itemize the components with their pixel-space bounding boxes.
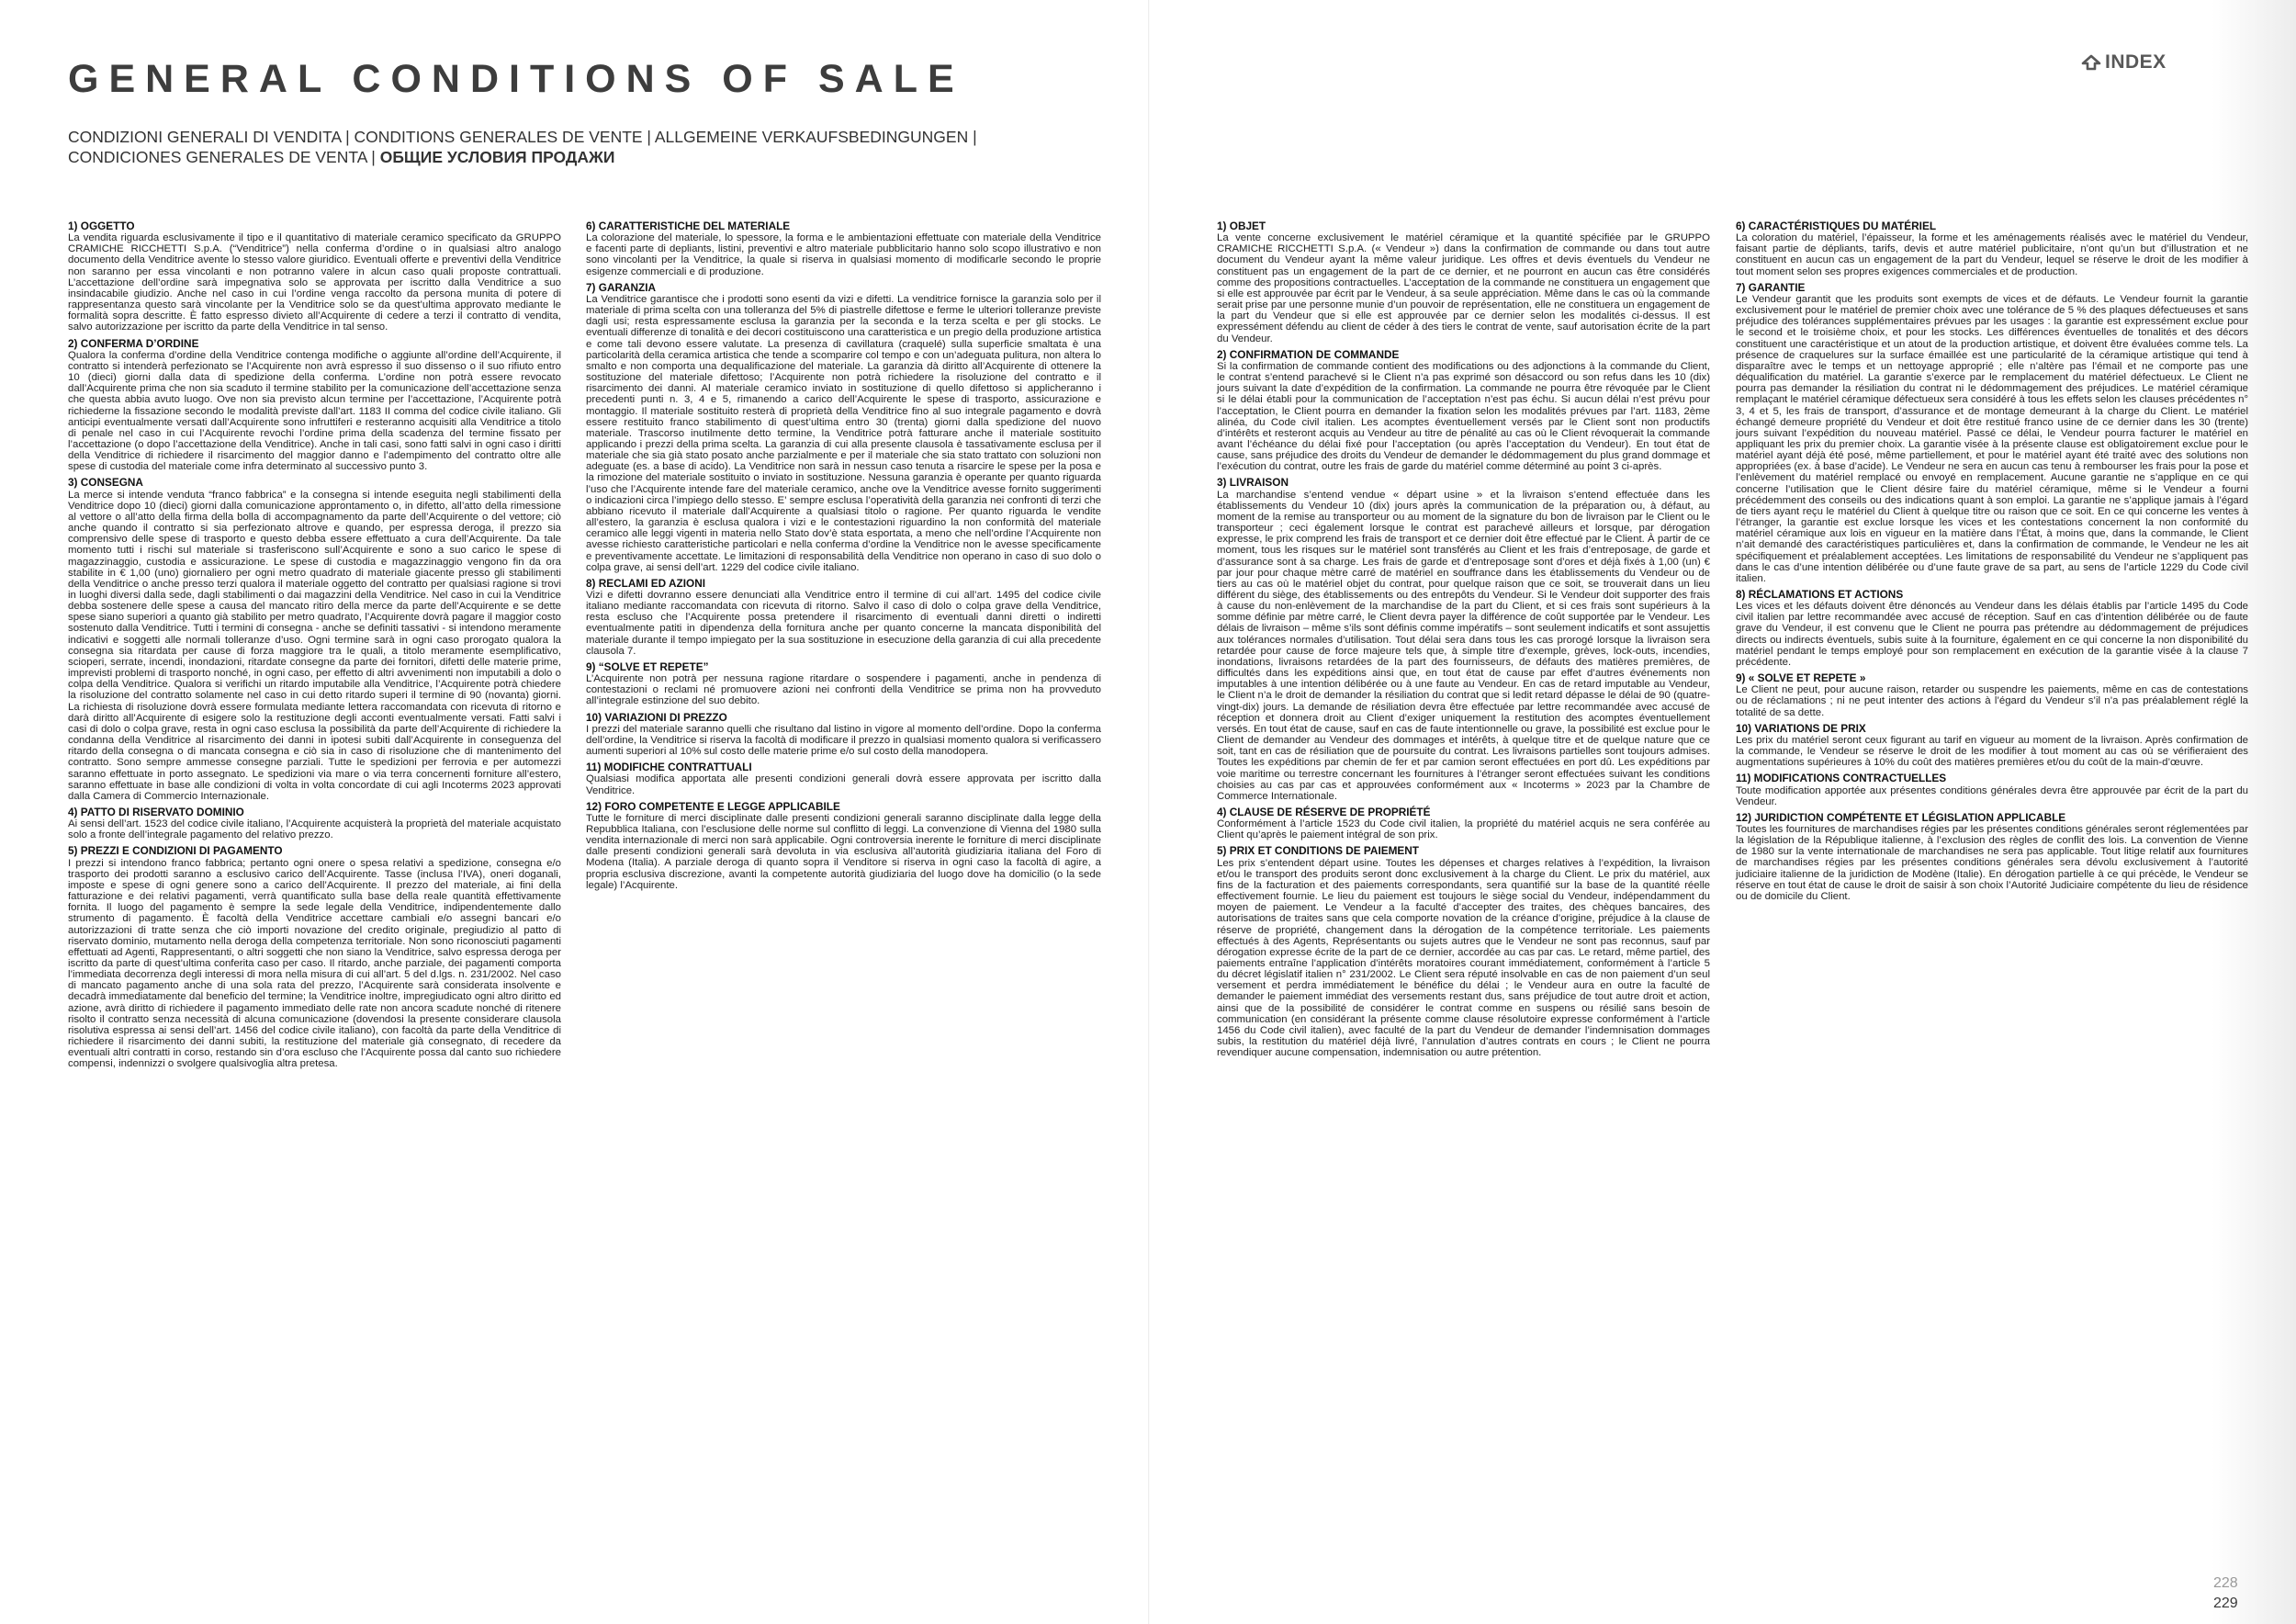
clause-section bbox=[586, 712, 1101, 758]
clause-heading: 2) CONFERMA D’ORDINE bbox=[68, 336, 199, 350]
index-link[interactable] bbox=[2081, 51, 2167, 73]
clause-text: Qualora la conferma d’ordine della Venditrice contenga modifiche o aggiunte all’ordine dell’Acquirente, il contratto si intenderà perfezionato se l’Acquirente non avrà espresso il suo dissenso o il suo rifiuto entro 10 (dieci) giorni dalla data di spedizione della conferma. L’ordine non potrà essere revocato dall’Acquirente prima che non sia scaduto il termine stabilito per la comunicazione dell’accettazione senza che questa abbia avuto luogo. Ove non sia previsto alcun termine per l’accettazione, l’Acquirente potrà richiederne la fissazione secondo le modalità previste dall’art. 1183 II comma del codice civile italiano. Gli anticipi eventualmente versati dall’Acquirente sono infruttiferi e resteranno acquisiti alla Venditrice a titolo di penale nel caso in cui l’Acquirente revochi l’ordine prima della scadenza del termine fissato per l’accettazione (o dopo l’accettazione della Venditrice). Anche in tali casi, sono fatti salvi in ogni caso i diritti della Venditrice di richiedere il risarcimento del maggior danno e l’adempimento del contratto oltre alle spese di custodia del materiale come infra determinato al successivo punto 3. bbox=[68, 349, 561, 473]
clause-text: La vendita riguarda esclusivamente il tipo e il quantitativo di materiale ceramico specificato da GRUPPO CRAMICHE RICCHETTI S.p.A. (“Venditrice”) nella conferma d’ordine o in qualsiasi altro analogo documento della Venditrice avente lo stesso valore giuridico. Eventuali offerte e preventivi della Venditrice non saranno per essa vincolanti e non potranno valere in alcun caso quali proposte contrattuali. L’accettazione dell’ordine sarà impegnativa solo se approvata per iscritto dalla Venditrice a suo insindacabile giudizio. Anche nel caso in cui l’ordine venga raccolto da persona munita di potere di rappresentanza questo sarà vincolante per la Venditrice solo se da quest’ultima approvato mediante le formalità sopra descritte. È fatto espresso divieto all’Acquirente di cedere a terzi il contratto di vendita, salvo autorizzazione per iscritto da parte della Venditrice in tal senso. bbox=[68, 232, 561, 333]
clause-section bbox=[586, 282, 1101, 573]
clause-heading: 8) RECLAMI ED AZIONI bbox=[586, 576, 705, 590]
page-spine bbox=[1148, 0, 1150, 1624]
clause-heading: 3) CONSEGNA bbox=[68, 476, 143, 490]
clause-section bbox=[1217, 349, 1710, 473]
clause-section bbox=[1217, 845, 1710, 1058]
clause-section bbox=[1736, 773, 2248, 806]
clause-text: L’Acquirente non potrà per nessuna ragione ritardare o sospendere i pagamenti, anche in pendenza di contestazioni o reclami né promuovere azioni nei confronti della Venditrice se prima non ha provveduto all’integrale estinzione del suo debito. bbox=[586, 673, 1101, 707]
clause-section bbox=[586, 661, 1101, 707]
clause-heading: 1) OGGETTO bbox=[68, 220, 135, 232]
clause-heading: 2) CONFIRMATION DE COMMANDE bbox=[1217, 347, 1400, 361]
italian-column-2 bbox=[586, 220, 1101, 896]
clause-text: Toute modification apportée aux présentes conditions générales devra être approuvée par écrit de la part du Vendeur. bbox=[1736, 784, 2248, 807]
clause-section bbox=[586, 761, 1101, 795]
subtitle-russian: ОБЩИЕ УСЛОВИЯ ПРОДАЖИ bbox=[379, 148, 615, 166]
clause-heading: 12) JURIDICTION COMPÉTENTE ET LÉGISLATION APPLICABLE bbox=[1736, 810, 2066, 824]
clause-text: Le Client ne peut, pour aucune raison, retarder ou suspendre les paiements, même en cas de contestations ou de réclamations ; ni ne peut intenter des actions à l’égard du Vendeur s’il n’a pas préalablement réglé la totalité de sa dette. bbox=[1736, 684, 2248, 718]
clause-section bbox=[68, 338, 561, 473]
clause-text: La marchandise s’entend vendue « départ usine » et la livraison s’entend effectuée dans les établissements du Vendeur 10 (dix) jours après la communication de la préparation ou, à défaut, au moment de la remise au transporteur ou au moment de la signature du bon de livraison par le Client ou le transporteur ; ceci également lorsque le contrat est parachevé ailleurs et lorsque, par dérogation expresse, le prix comprend les frais de transport et ce dernier doit être effectué par le Client. À partir de ce moment, tous les risques sur le matériel sont transférés au Client et les frais d’entreposage, de garde et d’assurance sont à sa charge. Les frais de garde et d’entreposage sont d’ores et déjà fixés à 1,00 (un) € par jour pour chaque mètre carré de matériel en souffrance dans les établissements du Vendeur ou de tiers au cas où le matériel objet du contrat, pour quelque raison que ce soit, se trouverait dans un lieu différent du siège, des établissements ou des entrepôts du Vendeur. Si le Vendeur doit supporter des frais à cause du non-enlèvement de la marchandise de la part du Client, et si ces frais sont supérieurs à la somme définie par mètre carré, le Client devra payer la différence de coût supportée par le Vendeur. Les délais de livraison – même s’ils sont définis comme impératifs – sont seulement indicatifs et sont assujettis aux tolérances normales d’utilisation. Tout délai sera dans tous les cas prorogé lorsque la livraison sera retardée pour cause de force majeure tels que, à simple titre d’exemple, grèves, lock-outs, incendies, inondations, livraisons retardées de la part des fournisseurs, de défauts des matières premières, de difficultés dans les expéditions ainsi que, en tout état de cause par effet d’autres événements non imputables à une intention délibérée ou à une faute au Vendeur. En cas de retard imputable au Vendeur, le Client n’a le droit de demander la résiliation du contrat que si ledit retard dépasse le délai de 90 (quatre-vingt-dix) jours. La demande de résiliation devra être effectuée par lettre recommandée avec accusé de réception et donnera droit au Client d’exiger uniquement la restitution des acomptes éventuellement versés. En tout état de cause, sauf en cas de faute intentionnelle ou grave, la possibilité est exclue pour le Client de demander au Vendeur des dommages et intérêts, à quelque titre et de quelque nature que ce soit, tant en cas de résiliation que de poursuite du contrat. Les livraisons partielles sont toujours admises. Toutes les expéditions par chemin de fer et par camion seront effectuées en port dû. Les expéditions par voie maritime ou terrestre concernant les fournitures à l’étranger seront effectuées suivant les conditions choisies au cas par cas et approuvées conformément aux « Incoterms » 2023 par la Chambre de Commerce Internationale. bbox=[1217, 489, 1710, 802]
italian-column-1 bbox=[68, 220, 561, 1075]
clause-text: Si la confirmation de commande contient des modifications ou des adjonctions à la commande du Client, le contrat s’entend parachevé si le Client n’a pas exprimé son désaccord ou son refus dans les 10 (dix) jours suivant la date d’expédition de la confirmation. La commande ne pourra être révoquée par le Client si le délai établi pour la communication de l’acceptation n’est pas échu. Si aucun délai n’est prévu pour l’acceptation, le Client pourra en demander la fixation selon les modalités prévues par l’art. 1183, 2ème alinéa, du Code civil italien. Les acomptes éventuellement versés par le Client sont non productifs d’intérêts et resteront acquis au Vendeur au titre de pénalité au cas où le Client révoquerait la commande avant l’échéance du délai fixé pour l’acceptation (ou après l’acceptation du Vendeur). En tout état de cause, sans préjudice des droits du Vendeur de demander le dédommagement du plus grand dommage et l’exécution du contrat, outre les frais de garde du matériel comme déterminé au point 3 ci-après. bbox=[1217, 360, 1710, 473]
clause-section bbox=[68, 220, 561, 333]
clause-heading: 10) VARIAZIONI DI PREZZO bbox=[586, 710, 727, 724]
clause-section bbox=[1736, 282, 2248, 584]
index-label: INDEX bbox=[2105, 51, 2167, 73]
clause-section bbox=[586, 801, 1101, 891]
clause-section bbox=[586, 578, 1101, 657]
french-column-2 bbox=[1736, 220, 2248, 907]
clause-heading: 4) PATTO DI RISERVATO DOMINIO bbox=[68, 805, 244, 818]
clause-section bbox=[586, 220, 1101, 277]
page-subtitle bbox=[68, 127, 1078, 167]
clause-section bbox=[1217, 806, 1710, 840]
clause-text: Toutes les fournitures de marchandises régies par les présentes conditions générales seront réglementées par la législation de la République italienne, à l’exclusion des règles de conflit des lois. La convention de Vienne de 1980 sur la vente internationale de marchandises ne sera pas applicable. Tout litige relatif aux fournitures de marchandises régies par les présentes conditions générales sera dévolu exclusivement à l’autorité judiciaire italienne de la juridiction de Modène (Italie). En dérogation partielle à ce qui précède, le Vendeur se réserve en tout état de cause le droit de saisir à son choix l’Autorité Judiciaire compétente du lieu de résidence ou de domicile du Client. bbox=[1736, 823, 2248, 902]
page-number-left: 228 bbox=[2213, 1575, 2238, 1591]
clause-text: Ai sensi dell’art. 1523 del codice civile italiano, l’Acquirente acquisterà la proprietà del materiale acquistato solo a fronte dell’integrale pagamento del relativo prezzo. bbox=[68, 818, 561, 841]
clause-section bbox=[1736, 672, 2248, 718]
clause-section bbox=[68, 806, 561, 840]
clause-section bbox=[1217, 477, 1710, 802]
subtitle-line-2 bbox=[68, 147, 1078, 167]
clause-section bbox=[1736, 812, 2248, 902]
clause-heading: 7) GARANTIE bbox=[1736, 280, 1806, 294]
clause-text: Les prix s’entendent départ usine. Toutes les dépenses et charges relatives à l’expédition, la livraison et/ou le transport des produits seront donc exclusivement à la charge du Client. Le prix du matériel, aux fins de la facturation et des paiements correspondants, sera quantifié sur la base de la quantité réelle effectivement fournie. Le lieu du paiement est toujours le siège social du Vendeur, indépendamment du moyen de paiement. Le Vendeur a la faculté d’accepter des traites, des chèques bancaires, des autorisations de traites sans que cela comporte novation de la créance d’origine, préjudice à la clause de réserve de propriété, changement dans la dérogation de la compétence territoriale. Les paiements effectués à des Agents, Représentants ou sujets autres que le Vendeur ne sont pas reconnus, sauf par dérogation expresse écrite de la part de ce dernier, accordée au cas par cas. Le retard, même partiel, des paiements entraîne l’application d’intérêts moratoires courant immédiatement, conformément à l’article 5 du décret législatif italien n° 231/2002. Le Client sera réputé insolvable en cas de non paiement d’un seul versement et perdra immédiatement le bénéfice du délai ; le Vendeur aura en outre la faculté de demander le paiement immédiat des versements restant dus, sans préjudice de tout autre droit et action, ainsi que de la possibilité de considérer le contrat comme en suspens ou résilié sans besoin de communication (en considérant la présente comme clause résolutoire expresse conformément à l’article 1456 du Code civil italien), avec faculté de la part du Vendeur de demander l’indemnisation dommages subis, la restitution du matériel déjà livré, l’annulation d’autres contrats en cours ; le Client ne pourra revendiquer aucune compensation, indemnisation ou autre prétention. bbox=[1217, 857, 1710, 1059]
clause-text: Les prix du matériel seront ceux figurant au tarif en vigueur au moment de la livraison. Après confirmation de la commande, le Vendeur se réserve le droit de les modifier à tout moment au cas où se vérifieraient des augmentations supérieures à 10% du coût des matières premières et/ou du coût de la main-d’œuvre. bbox=[1736, 734, 2248, 769]
clause-section bbox=[1217, 220, 1710, 344]
clause-text: Conformément à l’article 1523 du Code civil italien, la propriété du matériel acquis ne sera conférée au Client qu’après le paiement intégral de son prix. bbox=[1217, 818, 1710, 841]
clause-text: La Venditrice garantisce che i prodotti sono esenti da vizi e difetti. La venditrice fornisce la garanzia solo per il materiale di prima scelta con una tolleranza del 5% di piastrelle difettose e ferme le ulteriori tolleranze previste dagli usi; resta espressamente esclusa la garanzia per la seconda e la terza scelta e per gli stocks. Le eventuali differenze di tonalità e dei decori costituiscono una caratteristica e un pregio della produzione artistica e come tali devono essere valutate. La presenza di cavillatura (craquelé) sulla superficie smaltata è una particolarità della ceramica artistica che tende a scomparire col tempo e con un’adeguata pulitura, non altera lo smalto e non comporta una dequalificazione del materiale. La garanzia dà diritto all’Acquirente di ottenere la sostituzione del materiale difettoso; l’Acquirente non potrà richiedere la risoluzione del contratto e il risarcimento dei danni. Al materiale ceramico inviato in sostituzione di quello difettoso si applicheranno i precedenti punti n. 3, 4 e 5, rimanendo a carico dell’Acquirente le spese di trasporto, assicurazione e montaggio. Il materiale sostituito resterà di proprietà della Venditrice fino al suo integrale pagamento e dovrà essere restituito franco stabilimento di quest’ultima entro 30 (trenta) giorni dalla spedizione del nuovo materiale. Trascorso inutilmente detto termine, la Venditrice potrà fatturare anche il materiale sostituito applicando i prezzi della prima scelta. La garanzia di cui alla presente clausola è tassativamente esclusa per il materiale che sia già stato posato anche parzialmente e per il materiale che sia stato trattato con soluzioni non adeguate (es. a base di acido). La Venditrice non sarà in nessun caso tenuta a risarcire le spese per la posa e la rimozione del materiale sostituito o inviato in sostituzione. Nessuna garanzia è operante per quanto riguarda l’uso che l’Acquirente intende fare del materiale ceramico, anche ove la Venditrice avesse fornito suggerimenti o indicazioni circa l’impiego dello stesso. E’ sempre esclusa l’operatività della garanzia nei confronti di terzi che abbiano ricevuto il materiale dall’Acquirente a qualsiasi titolo o ragione. Per quanto riguarda le vendite all’estero, la garanzia è esclusa qualora i vizi e le contestazioni riguardino la non conformità del materiale ceramico alle leggi vigenti in materia nello Stato dov’è stata esportata, a meno che nell’ordine l’Acquirente non avesse richiesto caratteristiche particolari e nella conferma d’ordine la Venditrice non le avesse specificamente e preventivamente accettate. Le limitazioni di responsabilità della Venditrice non operano in caso di suo dolo o colpa grave, ai sensi dell’art. 1229 del codice civile italiano. bbox=[586, 293, 1101, 573]
clause-text: I prezzi si intendono franco fabbrica; pertanto ogni onere o spesa relativi a spedizione, consegna e/o trasporto dei prodotti saranno a esclusivo carico dell’Acquirente. Tasse (inclusa l’IVA), oneri doganali, imposte e spese di ogni genere sono a carico dell’Acquirente. Il prezzo del materiale, ai fini della fatturazione e dei relativi pagamenti, verrà quantificato sulla base della reale quantità effettivamente fornita. Il luogo del pagamento è sempre la sede legale della Venditrice, indipendentemente dallo strumento di pagamento. È facoltà della Venditrice accettare cambiali e/o assegni bancari e/o autorizzazioni di tratte senza che ciò importi novazione del credito originale, pregiudizio al patto di riservato dominio, mutamento nella deroga della competenza territoriale. Non sono riconosciuti pagamenti effettuati ad Agenti, Rappresentanti, o altri soggetti che non siano la Venditrice, salvo espressa deroga per iscritto da parte di quest’ultima conferita caso per caso. Il ritardo, anche parziale, dei pagamenti comporta l’immediata decorrenza degli interessi di mora nella misura di cui all’art. 5 del d.lgs. n. 231/2002. Nel caso di mancato pagamento anche di una sola rata del prezzo, l’Acquirente sarà considerata insolvente e decadrà immediatamente dal beneficio del termine; la Venditrice inoltre, impregiudicato ogni altro diritto ed azione, avrà diritto di richiedere il pagamento immediato delle rate non ancora scadute nonché di ritenere risolto il contratto senza necessità di alcuna comunicazione (dovendosi la presente considerare clausola risolutiva espressa ai sensi dell’art. 1456 del codice civile italiano), con facoltà da parte della Venditrice di richiedere il risarcimento dei danni subiti, la restituzione del materiale già consegnato, di recedere da eventuali altri contratti in corso, restando sin d’ora escluso che l’Acquirente possa dal canto suo richiedere compensi, indennizzi o svolgere qualsivoglia altra pretesa. bbox=[68, 857, 561, 1070]
clause-heading: 1) OBJET bbox=[1217, 220, 1266, 232]
clause-text: Les vices et les défauts doivent être dénoncés au Vendeur dans les délais établis par l’article 1495 du Code civil italien par lettre recommandée avec accusé de réception. Sauf en cas d’intention délibérée ou de faute grave du Vendeur, il est convenu que le Client ne pourra pas prétendre au dédommagement de préjudices directs ou indirects éventuels, subis suite à la fourniture, également en ce qui concerne la non disponibilité du matériel pendant le temps employé pour son remplacement en exécution de la garantie visée à la clause 7 précédente. bbox=[1736, 601, 2248, 668]
clause-heading: 9) « SOLVE ET REPETE » bbox=[1736, 671, 1866, 685]
clause-heading: 6) CARACTÉRISTIQUES DU MATÉRIEL bbox=[1736, 220, 1937, 232]
clause-section bbox=[68, 845, 561, 1069]
clause-text: La colorazione del materiale, lo spessore, la forma e le ambientazioni effettuate con materiale della Venditrice e facenti parte di depliants, listini, preventivi e altro materiale pubblicitario hanno solo scopo illustrativo e non sono vincolanti per la Venditrice, la quale si riserva in qualsiasi momento di modificarle secondo le proprie esigenze commerciali e di produzione. bbox=[586, 232, 1101, 277]
page-number-right: 229 bbox=[2213, 1596, 2238, 1611]
clause-heading: 3) LIVRAISON bbox=[1217, 476, 1289, 490]
clause-heading: 5) PREZZI E CONDIZIONI DI PAGAMENTO bbox=[68, 844, 283, 858]
clause-text: Le Vendeur garantit que les produits sont exempts de vices et de défauts. Le Vendeur fournit la garantie exclusivement pour le matériel de premier choix avec une tolérance de 5 % des plaques défectueuses et sans préjudice des tolérances supplémentaires prévues par les usages : la garantie est expressément exclue pour le second et le troisième choix, et pour les stocks. Les différences éventuelles de tonalités et des décors constituent une caractéristique et un atout de la production artistique, et doivent être évaluées comme tels. La présence de craquelures sur la surface émaillée est une particularité de la céramique artistique qui tend à disparaître avec le temps et un nettoyage approprié ; elle n’altère pas l’émail et ne comporte pas une déqualification du matériel. La garantie s’exerce par le remplacement du matériel défectueux. Le Client ne pourra pas demander la résiliation du contrat ni le dédommagement des préjudices. Le matériel céramique remplaçant le matériel céramique défectueux sera considéré à tous les effets selon les clauses précédentes n° 3, 4 et 5, les frais de transport, d’assurance et de montage demeurant à la charge du Client. Le matériel échangé demeure propriété du Vendeur et doit être restitué franco usine de ce dernier dans les 30 (trente) jours suivant l’expédition du nouveau matériel. Passé ce délai, le Vendeur pourra facturer le matériel en appliquant les prix du premier choix. La garantie visée à la présente clause est obligatoirement exclue pour le matériel ayant déjà été posé, même partiellement, et pour le matériel ayant été traité avec des solutions non appropriées (ex. à base d’acide). Le Vendeur ne sera en aucun cas tenu à rembourser les frais pour la pose et l’enlèvement du matériel remplacé ou envoyé en remplacement. Aucune garantie ne s’applique en ce qui concerne l’utilisation que le Client désire faire du matériel céramique, même si le Vendeur a fourni précédemment des conseils ou des indications quant à son emploi. La garantie ne s’applique jamais à l’égard de tiers ayant reçu le matériel du Client à quelque titre ou raison que ce soit. En ce qui concerne les ventes à l’étranger, la garantie est exclue lorsque les vices et les contestations concernent la non conformité du matériel céramique aux lois en vigueur en la matière dans l’État, à moins que, dans la commande, le Client n’ait demandé des caractéristiques particulières et, dans la confirmation de commande, le Vendeur ne les ait spécifiquement et préalablement acceptées. Les limitations de responsabilité du Vendeur ne s’appliquent pas dans le cas d’une intention délibérée ou d’une faute grave de sa part, au sens de l’article 1229 du Code civil italien. bbox=[1736, 293, 2248, 584]
subtitle-line-1: CONDIZIONI GENERALI DI VENDITA | CONDITIONS GENERALES DE VENTE | ALLGEMEINE VERKAUFSBEDINGUNGEN | bbox=[68, 128, 977, 146]
clause-heading: 9) “SOLVE ET REPETE” bbox=[586, 660, 709, 673]
up-arrow-icon bbox=[2081, 53, 2101, 72]
clause-section bbox=[68, 477, 561, 802]
clause-text: Qualsiasi modifica apportata alle presenti condizioni generali dovrà essere approvata per iscritto dalla Venditrice. bbox=[586, 773, 1101, 796]
clause-heading: 12) FORO COMPETENTE E LEGGE APPLICABILE bbox=[586, 799, 840, 813]
clause-text: La merce si intende venduta “franco fabbrica” e la consegna si intende eseguita negli stabilimenti della Venditrice dopo 10 (dieci) giorni dalla comunicazione approntamento o, in difetto, all’atto della rimessione al vettore o all’atto della firma della bolla di accompagnamento da parte dell’Acquirente o del vettore; ciò anche quando il contratto si sia perfezionato altrove e quando, per espressa deroga, il prezzo sia comprensivo delle spese di trasporto e questo debba essere effettuato a cura dell’Acquirente. Da tale momento tutti i rischi sul materiale si trasferiscono sull’Acquirente e sono a suo carico le spese di magazzinaggio, custodia e assicurazione. Le spese di custodia e magazzinaggio vengono fin da ora stabilite in € 1,00 (uno) giornaliero per ogni metro quadrato di materiale giacente presso gli stabilimenti della Venditrice o anche presso terzi qualora il materiale oggetto del contratto per qualsiasi ragione si trovi in luoghi diversi dalla sede, dagli stabilimenti o dai magazzini della Venditrice. Nel caso in cui la Venditrice debba sostenere delle spese a causa del mancato ritiro della merce da parte dell’Acquirente e se dette spese siano superiori a quanto già stabilito per metro quadrato, l’Acquirente dovrà pagare il maggior costo sostenuto dalla Venditrice. Tutti i termini di consegna - anche se definiti tassativi - si intendono meramente indicativi e soggetti alle normali tolleranze d’uso. Ogni termine sarà in ogni caso prorogato qualora la consegna sia ritardata per cause di forza maggiore tra le quali, a titolo meramente esemplificativo, scioperi, serrate, incendi, inondazioni, ritardate consegne da parte dei fornitori, difetti delle materie prime, imprevisti problemi di trasporto nonché, in ogni caso, per effetto di altri avvenimenti non imputabili a dolo o colpa della Venditrice. Qualora si verifichi un ritardo imputabile alla Venditrice, l’Acquirente potrà chiedere la risoluzione del contratto solamente nel caso in cui detto ritardo superi il termine di 90 (novanta) giorni. La richiesta di risoluzione dovrà essere formulata mediante lettera raccomandata con ricevuta di ritorno e darà diritto all’Acquirente di esigere solo la restituzione degli acconti eventualmente versati. Fatti salvi i casi di dolo o colpa grave, resta in ogni caso esclusa la possibilità da parte dell’Acquirente di richiedere la condanna della Venditrice al risarcimento dei danni in ipotesi subiti dall’Acquirente in conseguenza del ritardo della consegna o di mancata consegna e ciò sia in caso di risoluzione che di mantenimento del contratto. Sono sempre ammesse consegne parziali. Tutte le spedizioni per ferrovia e per automezzi saranno effettuate in porto assegnato. Le spedizioni via mare o via terra concernenti forniture all’estero, saranno effettuate in base alle condizioni di volta in volta concordate di cui agli Incoterms 2023 approvati dalla Camera di Commercio Internazionale. bbox=[68, 489, 561, 802]
subtitle-spanish: CONDICIONES GENERALES DE VENTA | bbox=[68, 148, 380, 166]
clause-heading: 5) PRIX ET CONDITIONS DE PAIEMENT bbox=[1217, 844, 1420, 858]
clause-text: I prezzi del materiale saranno quelli che risultano dal listino in vigore al momento dell’ordine. Dopo la conferma dell’ordine, la Venditrice si riserva la facoltà di modificare il prezzo in qualsiasi momento qualora si verificassero aumenti superiori al 10% sul costo delle materie prime e/o sul costo della manodopera. bbox=[586, 723, 1101, 758]
clause-text: Vizi e difetti dovranno essere denunciati alla Venditrice entro il termine di cui all’art. 1495 del codice civile italiano mediante raccomandata con ricevuta di ritorno. Salvo il caso di dolo o colpa grave della Venditrice, resta escluso che l’Acquirente possa pretendere il risarcimento di eventuali danni diretti o indiretti eventualmente patiti in dipendenza della fornitura anche per quanto concerne la mancata disponibilità del materiale durante il tempo impiegato per la sua sostituzione in esecuzione della garanzia di cui alla precedente clausola 7. bbox=[586, 590, 1101, 657]
clause-text: Tutte le forniture di merci disciplinate dalle presenti condizioni generali saranno disciplinate dalla legge della Repubblica Italiana, con l’esclusione delle norme sul conflitto di leggi. La convenzione di Vienna del 1980 sulla vendita internazionale di merci non sarà applicabile. Ogni controversia inerente le forniture di merci disciplinate dalle presenti condizioni generali sarà devoluta in via esclusiva all’autorità giudiziaria italiana del Foro di Modena (Italia). A parziale deroga di quanto sopra il Venditore si riserva in ogni caso la facoltà di agire, a propria esclusiva discrezione, avanti la competente autorità giudiziaria del luogo dove ha domicilio (o la sede legale) l’Acquirente. bbox=[586, 812, 1101, 891]
clause-text: La vente concerne exclusivement le matériel céramique et la quantité spécifiée par le GRUPPO CRAMICHE RICCHETTI S.p.A. (« Vendeur ») dans la confirmation de commande ou dans tout autre document du Vendeur ayant la même valeur juridique. Les offres et devis éventuels du Vendeur ne constituent pas un engagement de la part de ce dernier, et ne pourront en aucun cas être considérés comme des propositions contractuelles. L’acceptation de la commande ne constituera un engagement que si elle est approuvée par écrit par le Vendeur, à sa seule appréciation. Même dans le cas où la commande serait prise par une personne munie d’un pouvoir de représentation, elle ne constituera un engagement de la part du Vendeur que si elle est approuvée par ce dernier selon les modalités ci-dessus. Il est expressément défendu au client de céder à des tiers le contrat de vente, sauf autorisation écrite de la part du Vendeur. bbox=[1217, 232, 1710, 344]
clause-heading: 11) MODIFICATIONS CONTRACTUELLES bbox=[1736, 772, 1947, 785]
clause-text: La coloration du matériel, l’épaisseur, la forme et les aménagements réalisés avec le matériel du Vendeur, faisant partie de dépliants, tarifs, devis et autre matériel publicitaire, n’ont qu’un but d’illustration et ne constituent en aucun cas un engagement de la part du Vendeur, lequel se réserve le droit de les modifier à tout moment selon ses propres exigences commerciales et de production. bbox=[1736, 232, 2248, 277]
clause-section bbox=[1736, 220, 2248, 277]
page-title: GENERAL CONDITIONS OF SALE bbox=[68, 57, 964, 101]
clause-heading: 6) CARATTERISTICHE DEL MATERIALE bbox=[586, 220, 791, 232]
clause-heading: 10) VARIATIONS DE PRIX bbox=[1736, 721, 1866, 735]
clause-heading: 4) CLAUSE DE RÉSERVE DE PROPRIÉTÉ bbox=[1217, 805, 1431, 818]
clause-section bbox=[1736, 723, 2248, 769]
clause-heading: 11) MODIFICHE CONTRATTUALI bbox=[586, 761, 752, 774]
french-column-1 bbox=[1217, 220, 1710, 1063]
clause-heading: 8) RÉCLAMATIONS ET ACTIONS bbox=[1736, 588, 1904, 601]
clause-heading: 7) GARANZIA bbox=[586, 280, 657, 294]
clause-section bbox=[1736, 589, 2248, 668]
